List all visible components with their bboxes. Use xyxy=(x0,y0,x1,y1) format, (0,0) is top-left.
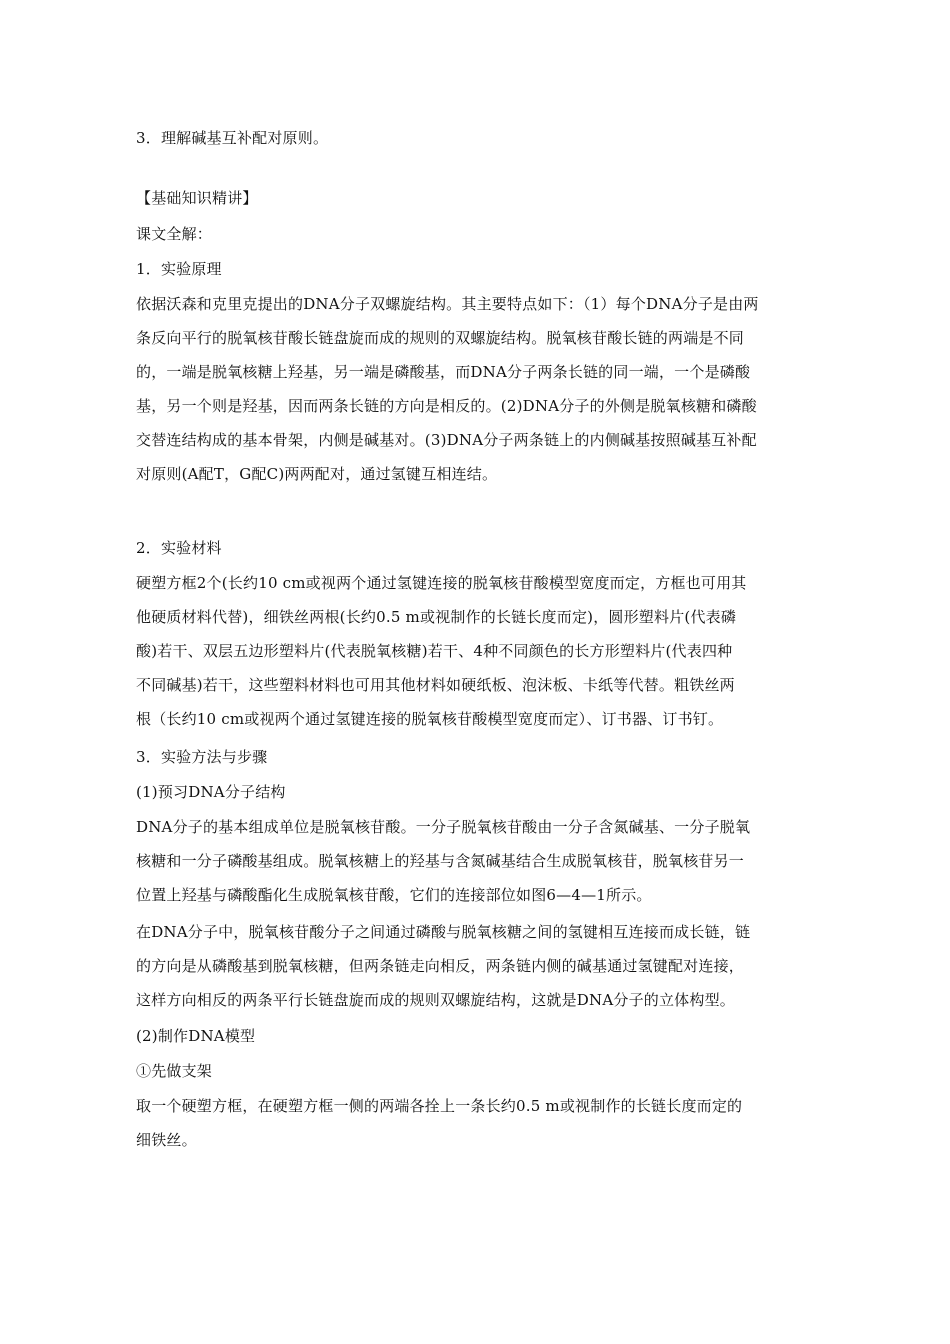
text-line: 基，另一个则是羟基，因而两条长链的方向是相反的。(2)DNA分子的外侧是脱氧核糖和磷酸 xyxy=(136,397,757,415)
paragraph-dna-molecule-chain xyxy=(136,922,826,1024)
subheading-preview-dna-structure: (1)预习DNA分子结构 xyxy=(136,783,286,801)
subheading-make-dna-model: (2)制作DNA模型 xyxy=(136,1027,256,1045)
text-line: 细铁丝。 xyxy=(136,1131,197,1149)
text-line: 取一个硬塑方框，在硬塑方框一侧的两端各拴上一条长约0.5 m或视制作的长链长度而定的 xyxy=(136,1097,743,1115)
text-line: 交替连结构成的基本骨架，内侧是碱基对。(3)DNA分子两条链上的内侧碱基按照碱基互补配 xyxy=(136,431,757,449)
step-1-heading: ①先做支架 xyxy=(136,1062,213,1080)
text-line: 对原则(A配T，G配C)两两配对，通过氢键互相连结。 xyxy=(136,465,498,483)
text-line: 依据沃森和克里克提出的DNA分子双螺旋结构。其主要特点如下：（1）每个DNA分子是由两 xyxy=(136,295,759,313)
paragraph-step-1 xyxy=(136,1096,826,1164)
text-line: 位置上羟基与磷酸酯化生成脱氧核苷酸，它们的连接部位如图6—4—1所示。 xyxy=(136,886,652,904)
paragraph-experiment-materials xyxy=(136,573,826,743)
text-line: 根（长约10 cm或视两个通过氢键连接的脱氧核苷酸模型宽度而定）、订书器、订书钉。 xyxy=(136,710,724,728)
text-line: 酸)若干、双层五边形塑料片(代表脱氧核糖)若干、4种不同颜色的长方形塑料片(代表四种 xyxy=(136,642,733,660)
paragraph-experiment-principle xyxy=(136,294,826,498)
text-line: 这样方向相反的两条平行长链盘旋而成的规则双螺旋结构，这就是DNA分子的立体构型。 xyxy=(136,991,735,1009)
text-line: 的，一端是脱氧核糖上羟基，另一端是磷酸基，而DNA分子两条长链的同一端，一个是磷酸 xyxy=(136,363,751,381)
text-line: 硬塑方框2个(长约10 cm或视两个通过氢键连接的脱氧核苷酸模型宽度而定，方框也可用其 xyxy=(136,574,747,592)
learning-objective-3: 3．理解碱基互补配对原则。 xyxy=(136,129,329,147)
text-line: 条反向平行的脱氧核苷酸长链盘旋而成的规则的双螺旋结构。脱氧核苷酸长链的两端是不同 xyxy=(136,329,745,347)
heading-experiment-principle: 1．实验原理 xyxy=(136,260,222,278)
paragraph-dna-basic-unit xyxy=(136,817,826,919)
heading-experiment-materials: 2．实验材料 xyxy=(136,539,222,557)
text-line: DNA分子的基本组成单位是脱氧核苷酸。一分子脱氧核苷酸由一分子含氮碱基、一分子脱氧 xyxy=(136,818,751,836)
full-text-label: 课文全解： xyxy=(136,225,213,243)
section-header-basic-knowledge: 【基础知识精讲】 xyxy=(136,189,258,207)
text-line: 不同碱基)若干，这些塑料材料也可用其他材料如硬纸板、泡沫板、卡纸等代替。粗铁丝两 xyxy=(136,676,735,694)
text-line: 他硬质材料代替)，细铁丝两根(长约0.5 m或视制作的长链长度而定)，圆形塑料片(代表磷 xyxy=(136,608,737,626)
text-line: 在DNA分子中，脱氧核苷酸分子之间通过磷酸与脱氧核糖之间的氢键相互连接而成长链，链 xyxy=(136,923,751,941)
text-line: 的方向是从磷酸基到脱氧核糖，但两条链走向相反，两条链内侧的碱基通过氢键配对连接， xyxy=(136,957,745,975)
heading-experiment-methods: 3．实验方法与步骤 xyxy=(136,748,268,766)
text-line: 核糖和一分子磷酸基组成。脱氧核糖上的羟基与含氮碱基结合生成脱氧核苷，脱氧核苷另一 xyxy=(136,852,745,870)
